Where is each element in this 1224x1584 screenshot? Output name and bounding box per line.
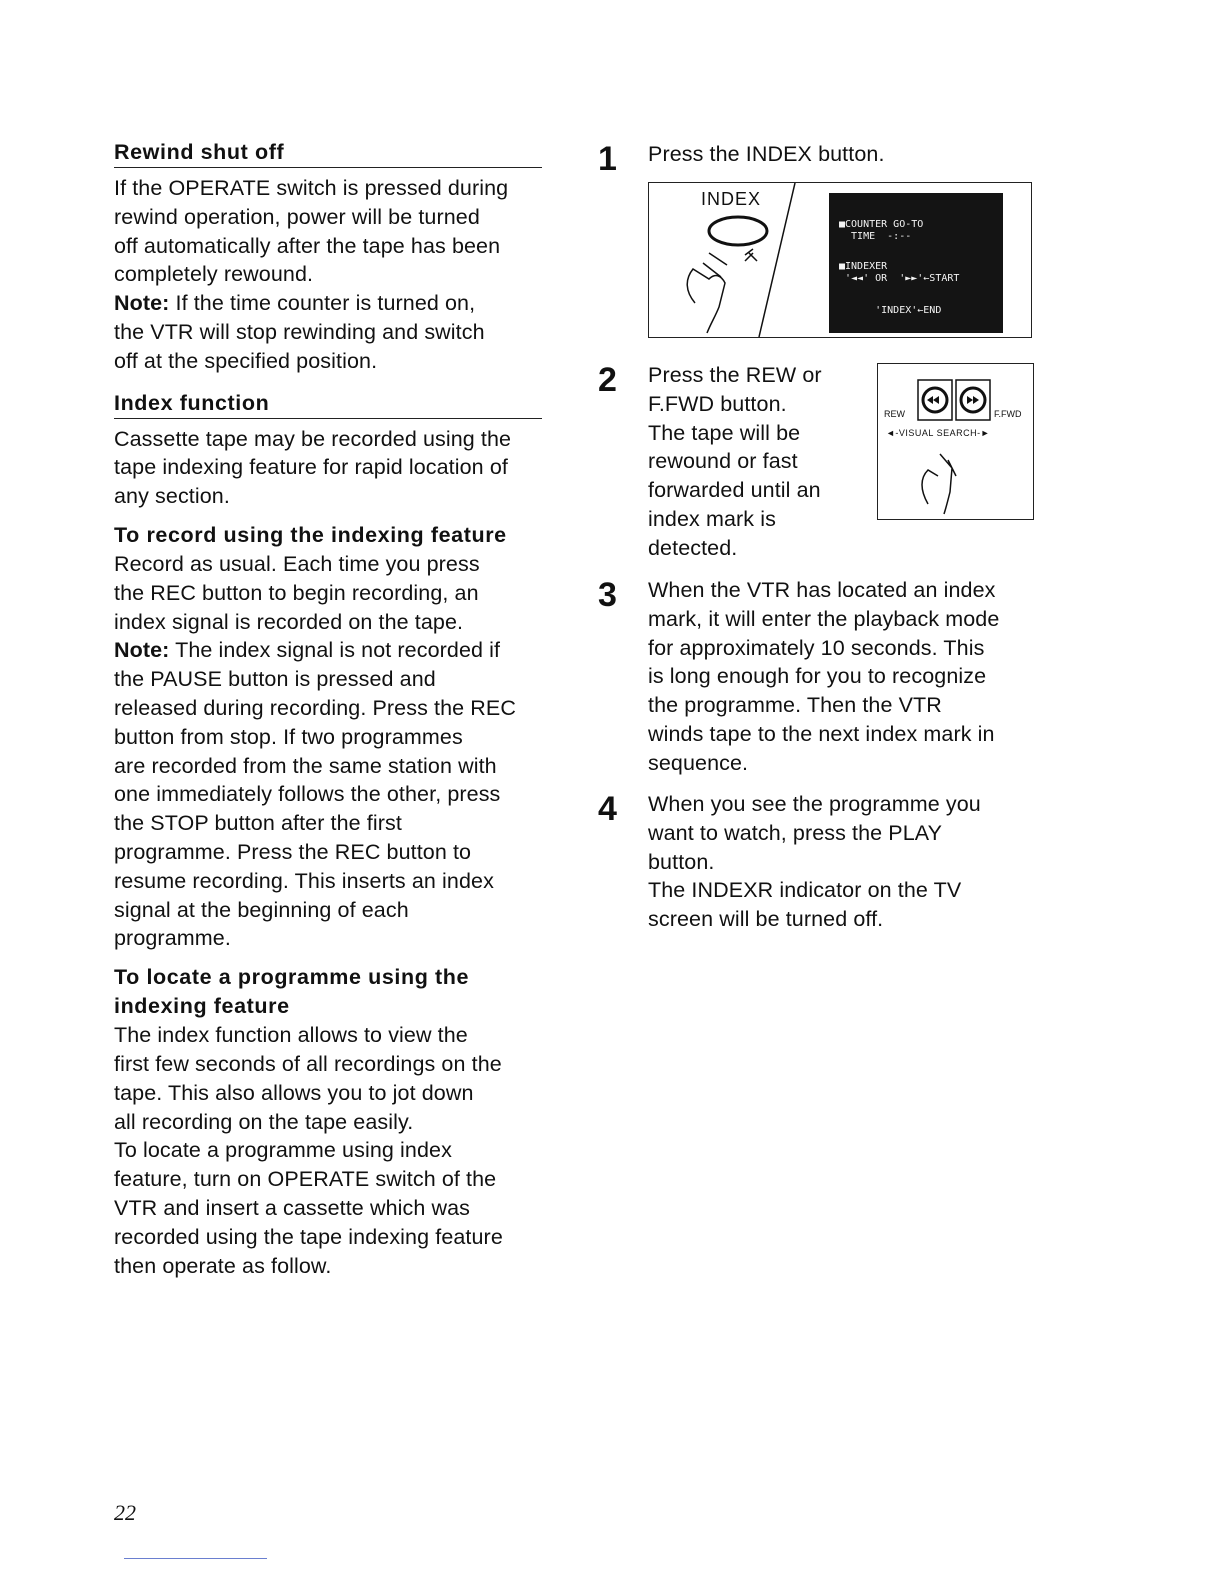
step-text: F.FWD button.	[648, 391, 787, 416]
text-line: rewind operation, power will be turned	[114, 204, 480, 229]
text-line: off automatically after the tape has been	[114, 233, 501, 258]
step-3	[596, 576, 1046, 778]
index-button-figure	[648, 182, 1032, 338]
step-text: for approximately 10 seconds. This	[648, 635, 985, 660]
step-text: index mark is	[648, 506, 776, 531]
text-line: The index function allows to view the	[114, 1023, 468, 1048]
section-heading-rewind: Rewind shut off	[114, 137, 542, 168]
step-text: forwarded until an	[648, 478, 821, 503]
section-heading-index: Index function	[114, 388, 542, 419]
text-line: programme. Press the REC button to	[114, 839, 472, 864]
text-line: completely rewound.	[114, 262, 314, 287]
step-text: winds tape to the next index mark in	[648, 721, 995, 746]
text-line: any section.	[114, 484, 230, 509]
locate-section	[114, 963, 542, 1280]
osd-line: ■INDEXER	[839, 261, 888, 272]
osd-line: '◄◄' OR '►►'←START	[839, 273, 960, 284]
text-line: are recorded from the same station with	[114, 753, 497, 778]
text-line: feature, turn on OPERATE switch of the	[114, 1167, 497, 1192]
step-text: Press the INDEX button.	[648, 142, 885, 166]
rewind-body	[114, 174, 542, 376]
subheading-record: To record using the indexing feature	[114, 522, 507, 547]
index-button-label: INDEX	[701, 189, 762, 209]
step-number: 2	[598, 361, 618, 399]
text-line: recorded using the tape indexing feature	[114, 1224, 503, 1249]
step-text: Press the REW or	[648, 363, 822, 387]
text-line: the STOP button after the first	[114, 811, 402, 836]
step-text: the programme. Then the VTR	[648, 693, 942, 718]
text-line: Cassette tape may be recorded using the	[114, 426, 512, 451]
index-body	[114, 425, 542, 511]
text-line: index signal is recorded on the tape.	[114, 609, 464, 634]
step-text: is long enough for you to recognize	[648, 664, 987, 689]
text-line: first few seconds of all recordings on the	[114, 1051, 502, 1076]
text-line: Record as usual. Each time you press	[114, 551, 480, 576]
rew-ffwd-buttons-icon	[878, 364, 1032, 518]
note-label: Note:	[114, 291, 170, 316]
left-column	[114, 137, 542, 1290]
on-screen-display	[829, 193, 1003, 333]
text-line: tape. This also allows you to jot down	[114, 1080, 474, 1105]
step-number: 3	[598, 576, 618, 614]
text-line: VTR and insert a cassette which was	[114, 1195, 471, 1220]
rew-label: REW	[884, 409, 905, 419]
text-line: then operate as follow.	[114, 1253, 332, 1278]
step-text: rewound or fast	[648, 449, 798, 474]
text-line: the REC button to begin recording, an	[114, 580, 479, 605]
text-line: resume recording. This inserts an index	[114, 868, 494, 893]
index-section	[114, 388, 542, 511]
step-1	[596, 140, 1046, 178]
text-line: off at the specified position.	[114, 348, 378, 373]
step-4	[596, 790, 1046, 934]
step-text: screen will be turned off.	[648, 907, 884, 932]
record-section	[114, 521, 542, 953]
rew-ffwd-figure	[877, 363, 1034, 520]
subheading-locate	[114, 963, 542, 1021]
step-number: 4	[598, 790, 618, 828]
step-text: The tape will be	[648, 420, 801, 445]
page-number: 22	[114, 1500, 136, 1525]
step-number: 1	[598, 140, 618, 178]
step-2	[596, 361, 856, 563]
osd-line: TIME -:--	[839, 231, 912, 242]
note-line	[114, 636, 542, 665]
osd-line: 'INDEX'←END	[839, 305, 942, 316]
text-line: programme.	[114, 926, 231, 951]
subheading-line: indexing feature	[114, 994, 290, 1019]
text-line: button from stop. If two programmes	[114, 724, 463, 749]
hand-pressing-button-icon	[649, 183, 829, 337]
text-line: To locate a programme using index	[114, 1138, 452, 1163]
step-text: want to watch, press the PLAY	[648, 820, 943, 845]
step-text: mark, it will enter the playback mode	[648, 606, 1000, 631]
rewind-section	[114, 137, 542, 376]
step-text: When the VTR has located an index	[648, 578, 996, 602]
note-line	[114, 289, 542, 318]
step-text: button.	[648, 849, 715, 874]
subheading-line: To locate a programme using the	[114, 965, 470, 990]
text-line: released during recording. Press the REC	[114, 695, 516, 720]
text-line: all recording on the tape easily.	[114, 1109, 414, 1134]
footer-divider	[124, 1558, 267, 1559]
record-body	[114, 550, 542, 953]
step-text: detected.	[648, 535, 738, 560]
text-line: tape indexing feature for rapid location of	[114, 455, 508, 480]
visual-search-label: ◄-VISUAL SEARCH-►	[886, 428, 990, 438]
note-label: Note:	[114, 638, 170, 663]
note-text: If the time counter is turned on,	[169, 291, 476, 316]
text-line: the PAUSE button is pressed and	[114, 667, 436, 692]
step-text: sequence.	[648, 750, 749, 775]
step-text: When you see the programme you	[648, 792, 981, 816]
text-line: the VTR will stop rewinding and switch	[114, 319, 485, 344]
ffwd-label: F.FWD	[994, 409, 1022, 419]
text-line: If the OPERATE switch is pressed during	[114, 176, 509, 200]
step-text: The INDEXR indicator on the TV	[648, 878, 962, 903]
locate-body	[114, 1021, 542, 1280]
text-line: signal at the beginning of each	[114, 897, 409, 922]
note-text: The index signal is not recorded if	[169, 638, 501, 663]
osd-line: ■COUNTER GO-TO	[839, 219, 924, 230]
text-line: one immediately follows the other, press	[114, 782, 501, 807]
